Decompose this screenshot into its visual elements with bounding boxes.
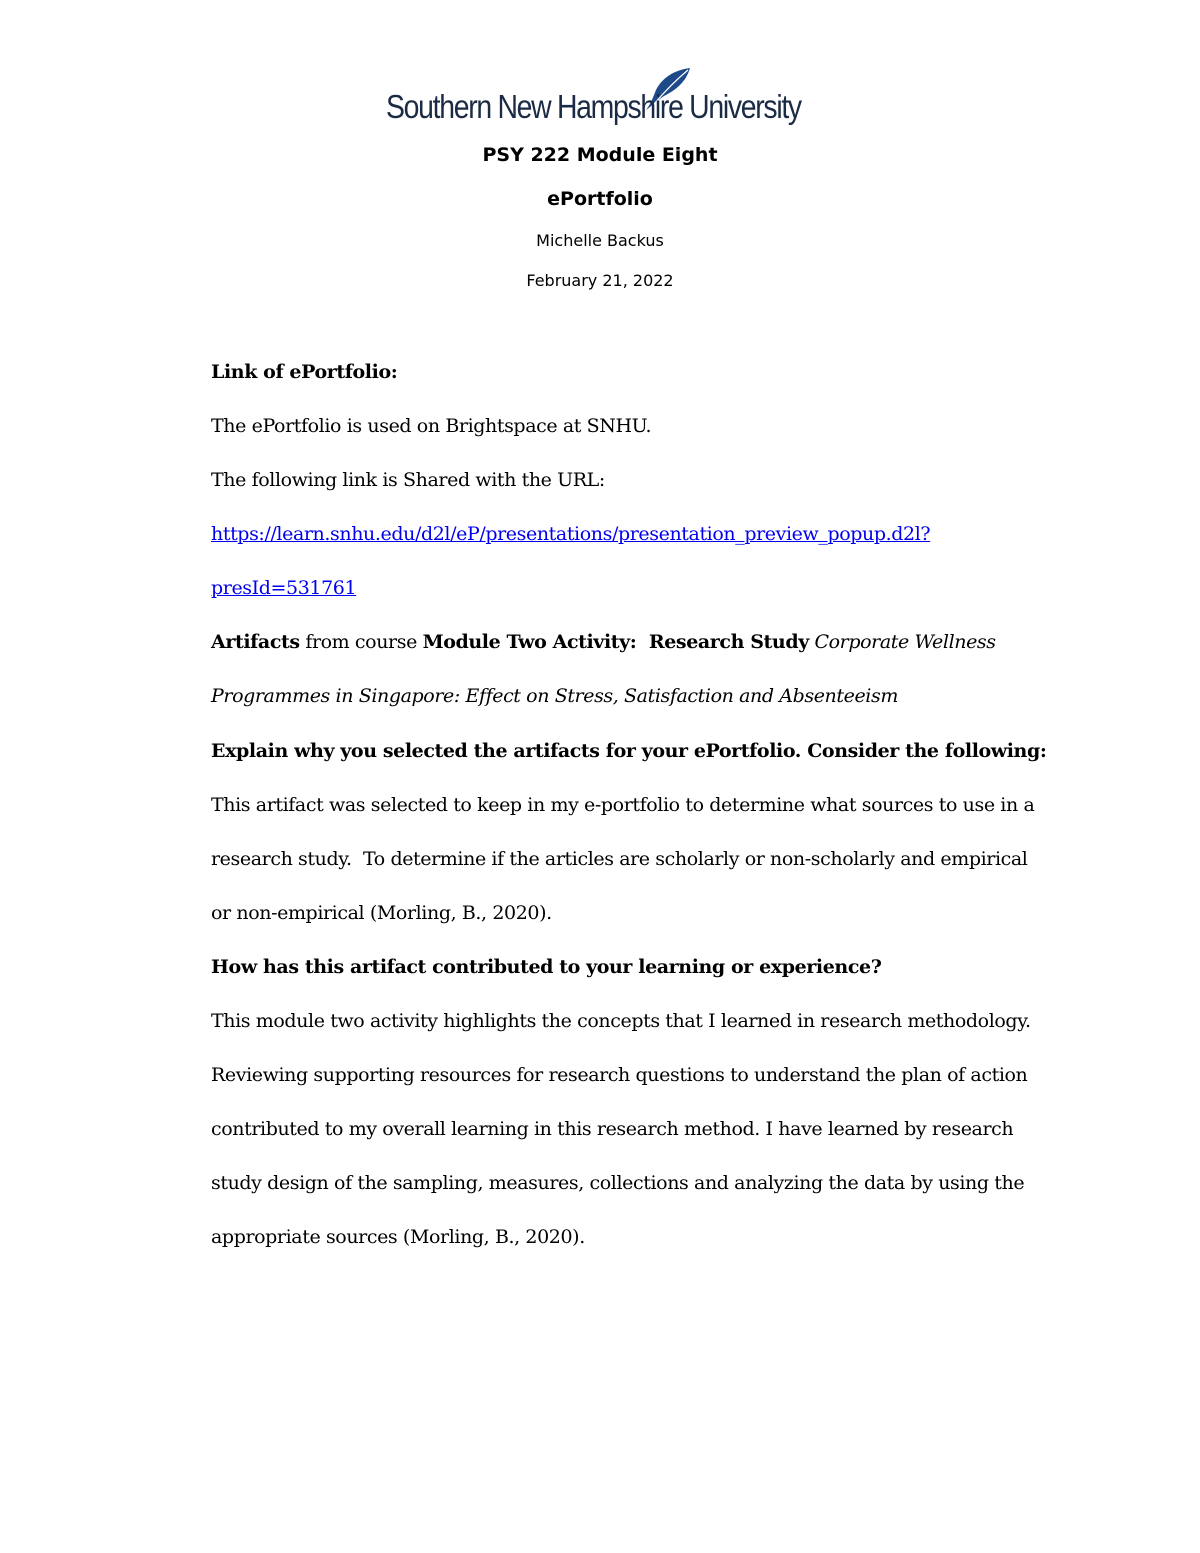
paragraph-line: appropriate sources (Morling, B., 2020). [211, 1226, 585, 1248]
paragraph-line: study design of the sampling, measures, collections and analyzing the data by using the [211, 1172, 1025, 1194]
paragraph-line: This module two activity highlights the concepts that I learned in research methodology. [211, 1010, 1031, 1032]
paragraph-line: or non-empirical (Morling, B., 2020). [211, 902, 552, 924]
document-date: February 21, 2022 [526, 271, 674, 290]
paragraph-line: The following link is Shared with the URL: [211, 469, 605, 491]
artifacts-line [211, 631, 996, 653]
paragraph-line: The ePortfolio is used on Brightspace at SNHU. [211, 415, 652, 437]
artifacts-title-continued: Programmes in Singapore: Effect on Stress, Satisfaction and Absenteeism [211, 685, 898, 707]
question-2-heading: How has this artifact contributed to your learning or experience? [211, 956, 882, 978]
author-name: Michelle Backus [536, 231, 664, 250]
paragraph-line: Reviewing supporting resources for research questions to understand the plan of action [211, 1064, 1028, 1086]
question-1-heading: Explain why you selected the artifacts for your ePortfolio. Consider the following: [211, 740, 1047, 762]
paragraph-line: research study. To determine if the articles are scholarly or non-scholarly and empirical [211, 848, 1028, 870]
artifacts-module: Module Two Activity: Research Study [422, 631, 809, 653]
artifacts-from-text: from course [299, 631, 423, 653]
paragraph-line: contributed to my overall learning in this research method. I have learned by research [211, 1118, 1014, 1140]
paragraph-line: This artifact was selected to keep in my e-portfolio to determine what sources to use in a [211, 794, 1035, 816]
artifacts-title: Corporate Wellness [808, 631, 996, 653]
link-heading: Link of ePortfolio: [211, 361, 398, 383]
eportfolio-url-link[interactable]: https://learn.snhu.edu/d2l/eP/presentations/presentation_preview_popup.d2l? [211, 523, 931, 545]
artifacts-label: Artifacts [211, 631, 300, 653]
eportfolio-url-link-continued[interactable]: presId=531761 [211, 577, 357, 599]
document-title: PSY 222 Module Eight [482, 144, 718, 166]
logo-text: Southern New Hampshire University [386, 88, 801, 125]
document-subtitle: ePortfolio [547, 188, 653, 210]
university-logo [386, 66, 816, 138]
